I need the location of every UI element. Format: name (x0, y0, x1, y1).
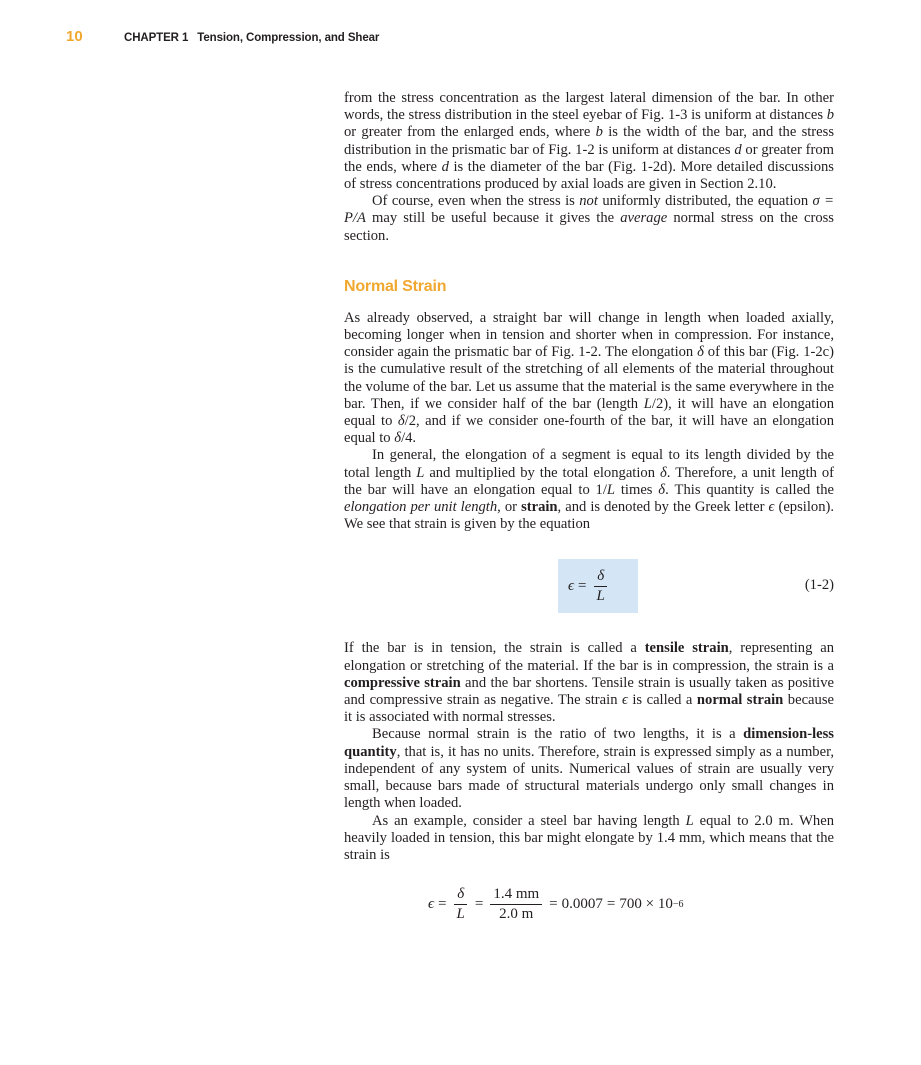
paragraph-5: If the bar is in tension, the strain is called a tensile strain, representing an elongation or stretching of the material. If the bar is in compression, the strain is a compressive strain and the bar shortens. Tensile strain is usually taken as positive and compressive strain as negative. The strain ϵ is called a normal strain because it is associated with normal stresses. (344, 640, 834, 726)
fraction-delta-over-l: $\frac{\delta}{L}$ (454, 886, 468, 923)
paragraph-7: As an example, consider a steel bar having length L equal to 2.0 m. When heavily loaded in tension, this bar might elongate by 1.4 mm, which means that the strain is (344, 812, 834, 863)
text-column (344, 90, 834, 926)
strain-example-equation: ϵ = $\frac{\delta}{L}$ = $\frac{1.4 mm}{2.0 m}$ = 0.0007 = 700 × 10 −6 (428, 885, 684, 922)
paragraph-2: Of course, even when the stress is not uniformly distributed, the equation σ = P/A may still be useful because it gives the average normal stress on the cross section. (344, 193, 835, 244)
paragraph-1: from the stress concentration as the largest lateral dimension of the bar. In other words, the stress distribution in the steel eyebar of Fig. 1-3 is uniform at distances b or greater from the enlarged ends, where b is the width of the bar, and the stress distribution in the prismatic bar of Fig. 1-2 is uniform at distances d or greater from the ends, where d is the diameter of the bar (Fig. 1-2d). More detailed discussions of stress concentrations produced by axial loads are given in Section 2.10. (344, 90, 835, 193)
stress-equation-inline: σ = P/A (344, 193, 835, 227)
equation-number: (1-2) (804, 577, 834, 594)
strain-equation-block (344, 559, 834, 613)
paragraph-3: As already observed, a straight bar will change in length when loaded axially, becoming longer when in tension and shorter when in compression. For instance, consider again the prismatic bar of Fig. 1-2. The elongation δ of this bar (Fig. 1-2c) is the cumulative result of the stretching of all elements of the material throughout the volume of the bar. Let us assume that the material is the same everywhere in the bar. Then, if we consider half of the bar (length L/2), it will have an elongation equal to δ/2, and if we consider one-fourth of the bar, it will have an elongation equal to δ/4. (344, 309, 834, 447)
paragraph-4: In general, the elongation of a segment is equal to its length divided by the total length L and multiplied by the total elongation δ. Therefore, a unit length of the bar will have an elongation equal to 1/L times δ. This quantity is called the elongation per unit length, or strain, and is denoted by the Greek letter ϵ (epsilon). We see that strain is given by the equation (344, 447, 835, 533)
strain-equation: ϵ = $\frac{\delta}{L}$ (568, 559, 611, 613)
paragraph-6: Because normal strain is the ratio of two lengths, it is a dimension-less quantity, that is, it has no units. Therefore, strain is expressed simply as a number, independent of any system of units. Numerical values of strain are usually very small, because bars made of structural materials undergo only small changes in length when loaded. (344, 726, 834, 812)
section-heading: Normal Strain (344, 277, 447, 295)
running-header (66, 28, 379, 48)
equation-fraction: $\frac{\delta}{L}$ (594, 568, 608, 605)
page-number: 10 (66, 28, 83, 45)
fraction-values: $\frac{1.4 mm}{2.0 m}$ (490, 886, 542, 923)
strain-example-equation-block (344, 882, 834, 926)
chapter-label: CHAPTER 1 (124, 32, 189, 44)
chapter-title: Tension, Compression, and Shear (197, 32, 380, 44)
